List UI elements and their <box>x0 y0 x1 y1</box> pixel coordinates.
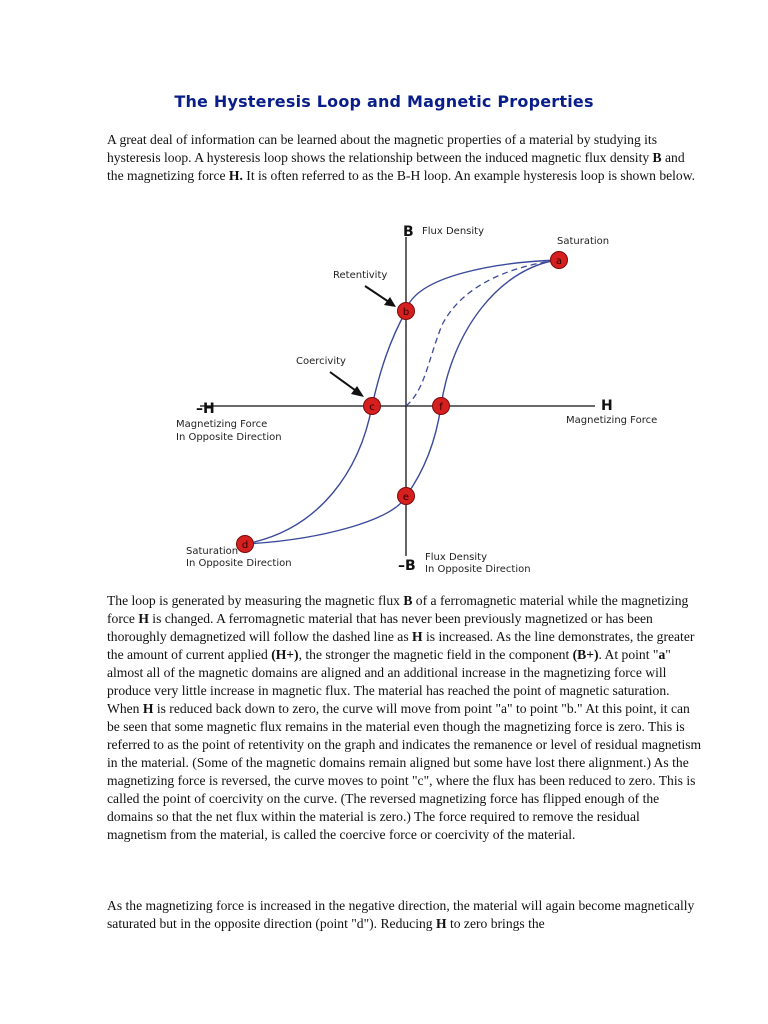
paragraph-text: is increased. As the line demonstrates, the greater the amount of current applied <box>107 629 695 662</box>
intro-paragraph <box>107 131 702 185</box>
bold-term: H <box>435 916 447 931</box>
paragraph-text: is changed. A ferromagnetic material that has never been previously magnetized or has been thoroughly demagnetized will follow the dashed line as <box>107 611 653 644</box>
intro-text: It is often referred to as the B-H loop. An example hysteresis loop is shown below. <box>242 168 696 183</box>
h-axis-label: H <box>601 398 613 414</box>
coercivity-arrow <box>330 372 364 397</box>
neg-b-axis-label: –B <box>398 558 416 574</box>
paragraph-text: The loop is generated by measuring the magnetic flux <box>107 593 404 608</box>
saturation-opposite-label-2: In Opposite Direction <box>186 558 292 569</box>
paragraph-text: As the magnetizing force is increased in the negative direction, the material will again become magnetically saturated but in the opposite direction (point "d"). Reducing <box>107 898 695 931</box>
hysteresis-loop-diagram <box>0 215 768 585</box>
flux-density-opposite-label-2: In Opposite Direction <box>425 564 531 575</box>
neg-h-axis-label: –H <box>196 401 215 417</box>
bold-term: a <box>658 647 666 662</box>
paragraph-text: " almost all of the magnetic domains are aligned and an additional increase in the magnetizing force will produce very little increase in magnetic flux. The material has reached the point of magnetic saturation. When <box>107 647 671 716</box>
bold-term: H <box>138 611 149 626</box>
magnetizing-force-opposite-label: Magnetizing Force <box>176 419 268 430</box>
retentivity-label: Retentivity <box>333 270 388 281</box>
flux-density-opposite-label: Flux Density <box>425 552 487 563</box>
svg-text:c: c <box>369 402 375 413</box>
body-paragraph-negative <box>107 897 702 933</box>
point-c <box>364 398 381 415</box>
saturation-label: Saturation <box>557 236 610 247</box>
bold-term: (B+) <box>572 647 599 662</box>
bold-term: H <box>412 629 423 644</box>
point-d <box>237 536 254 553</box>
svg-text:b: b <box>402 307 410 318</box>
point-a <box>551 252 568 269</box>
bold-term: H <box>142 701 154 716</box>
magnetizing-force-label: Magnetizing Force <box>566 415 658 426</box>
coercivity-label: Coercivity <box>296 356 346 367</box>
page-title: The Hysteresis Loop and Magnetic Properties <box>174 92 594 111</box>
intro-bold-b: B <box>652 150 662 165</box>
paragraph-text: to zero brings the <box>446 916 545 931</box>
point-f <box>433 398 450 415</box>
paragraph-text: of a ferromagnetic material while the magnetizing force <box>107 593 689 626</box>
point-b <box>398 303 415 320</box>
saturation-opposite-label: Saturation <box>186 546 239 557</box>
point-e <box>398 488 415 505</box>
svg-text:d: d <box>241 540 249 551</box>
svg-text:e: e <box>402 492 410 503</box>
intro-text: and the magnetizing force <box>107 150 685 183</box>
paragraph-text: is reduced back down to zero, the curve will move from point "a" to point "b." At this point, it can be seen that some magnetic flux remains in the material even though the magnetizing force is zero. This is referred to as the point of retentivity on the graph and indicates the remanence or level of residual magnetism in the material. (Some of the magnetic domains remain aligned but some have lost there alignment.) As the magnetizing force is reversed, the curve moves to point "c", where the flux has been reduced to zero. This is called the point of coercivity on the curve. (The reversed magnetizing force has flipped enough of the domains so that the net flux within the material is zero.) The force required to remove the residual magnetism from the material, is called the coercive force or coercivity of the material. <box>107 701 702 842</box>
body-paragraph-loop <box>107 592 702 844</box>
intro-bold-h: H. <box>228 168 243 183</box>
retentivity-arrow <box>365 286 396 307</box>
b-axis-label: B <box>403 224 414 240</box>
magnetizing-force-opposite-label-2: In Opposite Direction <box>176 432 282 443</box>
initial-magnetization-dashed-curve <box>406 260 558 406</box>
paragraph-text: , the stronger the magnetic field in the component <box>298 647 573 662</box>
bold-term: B <box>403 593 413 608</box>
intro-text: A great deal of information can be learned about the magnetic properties of a material by studying its hysteresis loop. A hysteresis loop shows the relationship between the induced magnetic flux density <box>107 132 657 165</box>
paragraph-text: . At point " <box>598 647 659 662</box>
flux-density-label: Flux Density <box>422 226 484 237</box>
svg-text:f: f <box>439 402 443 413</box>
bold-term: (H+) <box>271 647 299 662</box>
svg-text:a: a <box>555 256 563 267</box>
